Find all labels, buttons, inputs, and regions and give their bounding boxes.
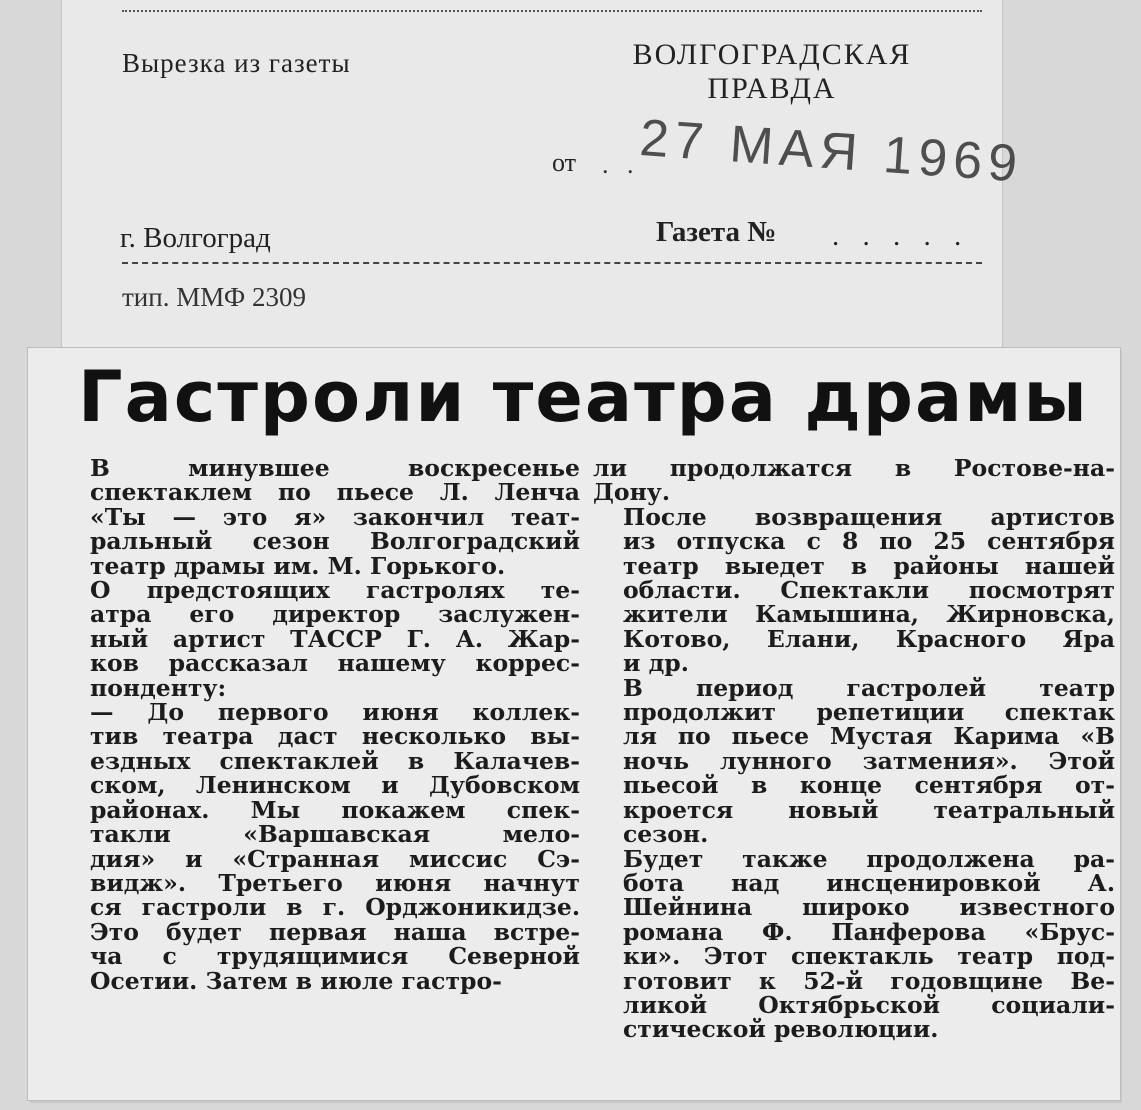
newspaper-name-line1: ВОЛГОГРАДСКАЯ [632, 38, 912, 71]
article-line: Дону. [593, 478, 670, 507]
article-paragraph [60, 456, 580, 578]
article-line: Это будет первая наша встре- [90, 917, 580, 946]
article-line: В период гастролей театр [623, 673, 1115, 702]
article-line: жители Камышина, Жирновска, [623, 600, 1115, 629]
article-line: ли продолжатся в Ростове-на- [593, 454, 1115, 482]
dotted-rule [122, 10, 982, 12]
article-line: ездных спектаклей в Калачев- [90, 746, 580, 775]
article-line: ночь лунного затмения». Этой [623, 746, 1115, 775]
article-line: тив театра даст несколько вы- [90, 722, 580, 751]
article-paragraph [593, 673, 1115, 849]
article-line: стической революции. [623, 1015, 939, 1044]
article-paragraph [593, 502, 1115, 678]
article-line: ля по пьесе Мустая Карима «В [623, 722, 1115, 751]
article-line: такли «Варшавская мело- [90, 820, 580, 849]
article-line: ча с трудящимися Северной [90, 942, 580, 971]
article-line: ликой Октябрьской социали- [623, 990, 1115, 1019]
article-line: ки». Этот спектакль театр под- [623, 942, 1115, 971]
article-line: понденту: [90, 673, 227, 702]
article-line: Осетии. Затем в июле гастро- [90, 966, 502, 995]
article-line: сезон. [623, 820, 709, 849]
article-line: — До первого июня коллек- [90, 698, 580, 727]
newspaper-number-label: Газета № [656, 216, 777, 248]
article-line: ском, Ленинском и Дубовском [90, 771, 580, 800]
article-line: области. Спектакли посмотрят [623, 576, 1115, 605]
article-line: О предстоящих гастролях те- [90, 576, 580, 605]
dashed-rule [122, 262, 982, 264]
article-headline: Гастроли театра драмы [78, 356, 1089, 438]
cutting-label: Вырезка из газеты [122, 48, 351, 78]
article-left-column [60, 456, 580, 993]
article-line: и др. [623, 649, 689, 678]
article-line: театр драмы им. М. Горького. [90, 551, 506, 580]
article-line: кроется новый театральный [623, 795, 1115, 824]
article-line: из отпуска с 8 по 25 сентября [623, 527, 1115, 556]
article-line: районах. Мы покажем спек- [90, 795, 580, 824]
newspaper-name [602, 38, 942, 106]
date-from-label: от [552, 148, 577, 177]
article-line: ный артист ТАССР Г. А. Жар- [90, 624, 580, 653]
date-stamp: 27 МАЯ 1969 [637, 108, 1025, 194]
newspaper-name-line2: ПРАВДА [707, 72, 837, 105]
city-label: г. Волгоград [120, 222, 271, 254]
article-line: ков рассказал нашему коррес- [90, 649, 580, 678]
article-line: В минувшее воскресенье [90, 454, 580, 482]
article-line: атра его директор заслужен- [90, 600, 580, 629]
article-right-column [593, 456, 1115, 1042]
article-line: «Ты — это я» закончил теат- [90, 502, 580, 531]
article-line: Котово, Елани, Красного Яра [623, 624, 1115, 653]
article-clipping [28, 348, 1120, 1100]
printing-house-label: тип. ММФ 2309 [122, 282, 306, 312]
article-line: Шейнина широко известного [623, 893, 1115, 922]
article-line: После возвращения артистов [623, 502, 1115, 531]
article-line: пьесой в конце сентября от- [623, 771, 1115, 800]
article-line: готовит к 52-й годовщине Ве- [623, 966, 1115, 995]
article-line: ральный сезон Волгоградский [90, 527, 580, 556]
article-line: бота над инсценировкой А. [623, 868, 1115, 897]
article-line: романа Ф. Панферова «Брус- [623, 917, 1115, 946]
article-line: Будет также продолжена ра- [623, 844, 1115, 873]
article-line: дия» и «Странная миссис Сэ- [90, 844, 580, 873]
article-line: видж». Третьего июня начнут [90, 868, 580, 897]
article-line: продолжит репетиции спектак [623, 698, 1115, 727]
article-line: ся гастроли в г. Орджоникидзе. [90, 893, 580, 922]
newspaper-number-dots: . . . . . [832, 220, 970, 252]
article-line: спектаклем по пьесе Л. Ленча [90, 478, 580, 507]
article-paragraph [593, 844, 1115, 1044]
clipping-header-slip [62, 0, 1025, 350]
date-dots: . . [602, 150, 640, 179]
article-paragraph [60, 578, 580, 700]
article-paragraph [593, 456, 1115, 505]
article-line: театр выедет в районы нашей [623, 551, 1115, 580]
article-paragraph [60, 700, 580, 993]
